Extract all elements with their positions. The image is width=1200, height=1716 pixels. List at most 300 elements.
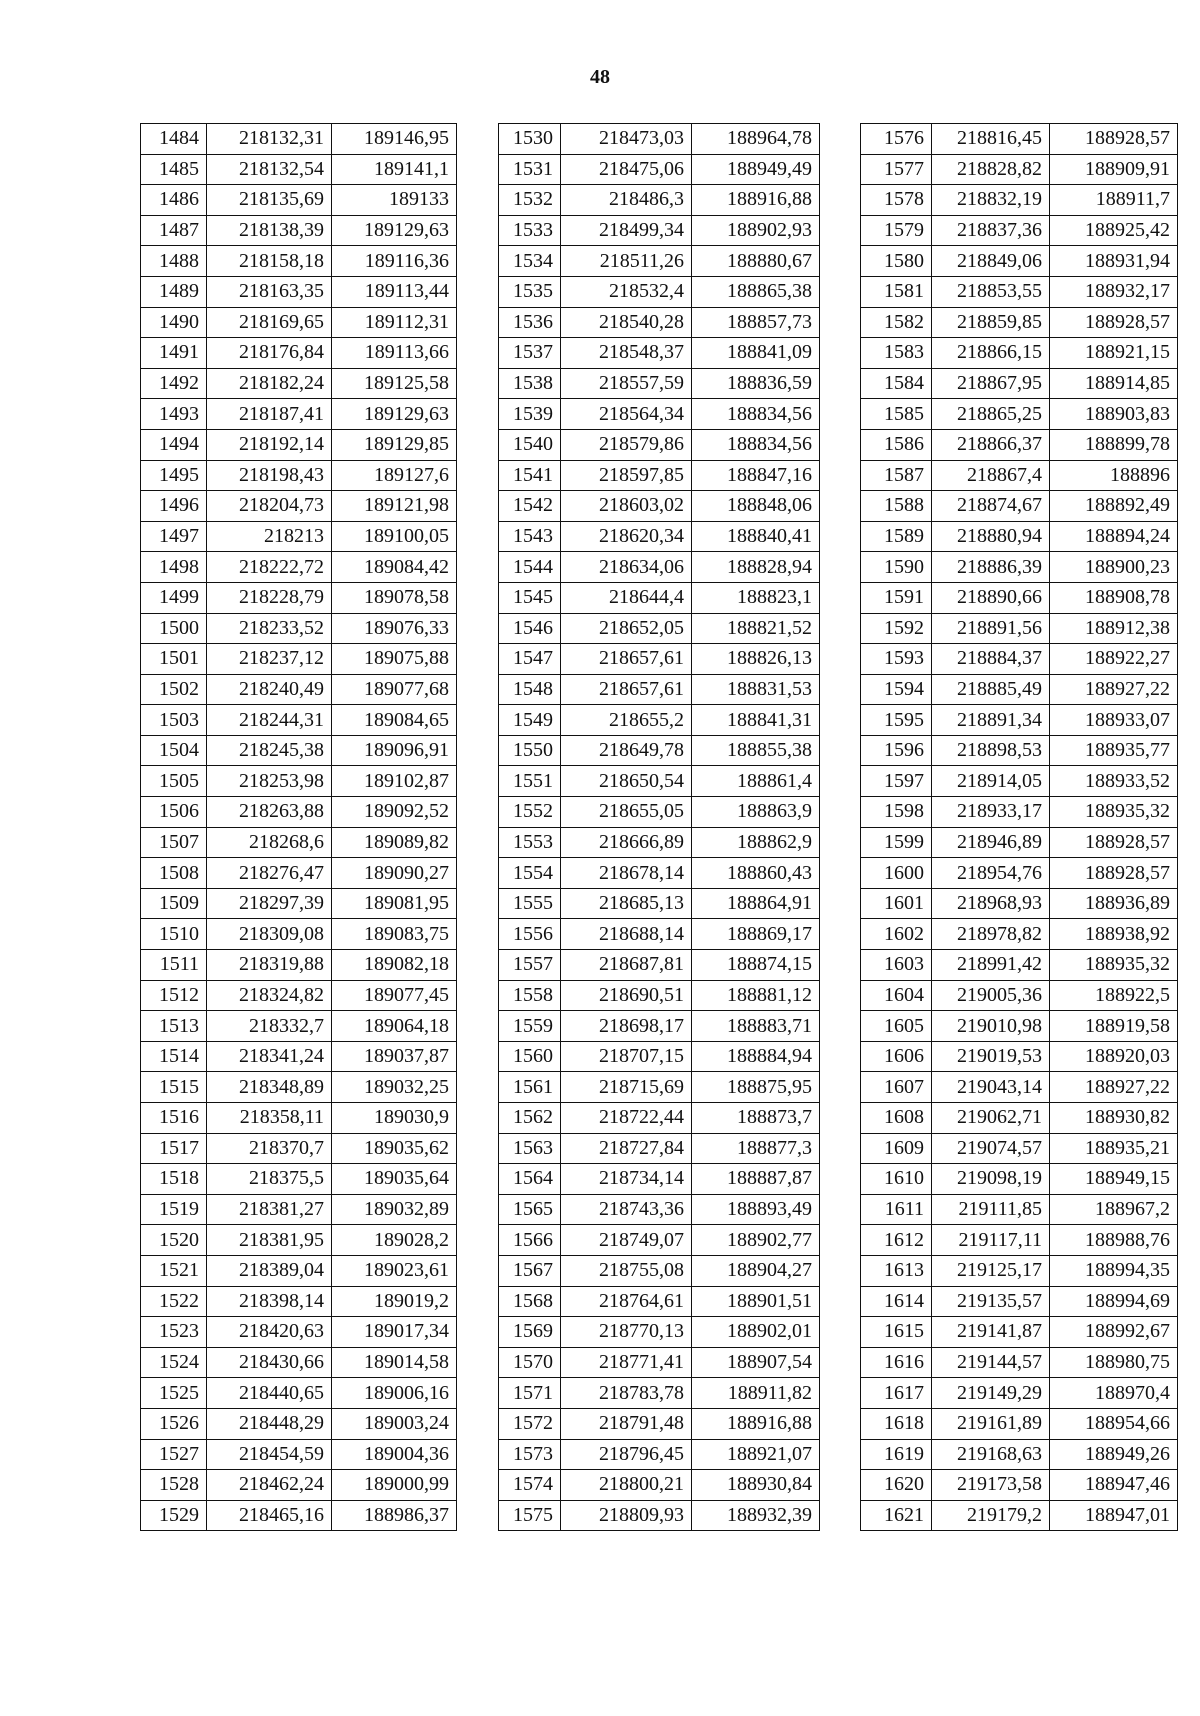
- y-coordinate-cell: 189102,87: [332, 766, 457, 797]
- point-number-cell: 1540: [499, 429, 561, 460]
- x-coordinate-cell: 218655,05: [561, 797, 692, 828]
- x-coordinate-cell: 218358,11: [207, 1103, 332, 1134]
- table-row: [861, 674, 1178, 705]
- point-number-cell: 1587: [861, 460, 932, 491]
- table-row: [499, 1408, 820, 1439]
- point-number-cell: 1552: [499, 797, 561, 828]
- table-row: [861, 1378, 1178, 1409]
- x-coordinate-cell: 218579,86: [561, 429, 692, 460]
- table-row: [499, 1011, 820, 1042]
- table-row: [499, 1317, 820, 1348]
- x-coordinate-cell: 218832,19: [932, 185, 1050, 216]
- table-row: [499, 1470, 820, 1501]
- x-coordinate-cell: 218866,15: [932, 338, 1050, 369]
- table-row: [141, 154, 457, 185]
- y-coordinate-cell: 188875,95: [692, 1072, 820, 1103]
- y-coordinate-cell: 188964,78: [692, 124, 820, 155]
- x-coordinate-cell: 218448,29: [207, 1408, 332, 1439]
- table-row: [499, 338, 820, 369]
- y-coordinate-cell: 188894,24: [1050, 521, 1178, 552]
- table-row: [141, 368, 457, 399]
- table-row: [499, 644, 820, 675]
- point-number-cell: 1562: [499, 1103, 561, 1134]
- table-row: [141, 1255, 457, 1286]
- y-coordinate-cell: 188932,39: [692, 1500, 820, 1531]
- x-coordinate-cell: 218749,07: [561, 1225, 692, 1256]
- x-coordinate-cell: 218341,24: [207, 1041, 332, 1072]
- x-coordinate-cell: 218603,02: [561, 491, 692, 522]
- x-coordinate-cell: 218707,15: [561, 1041, 692, 1072]
- x-coordinate-cell: 218885,49: [932, 674, 1050, 705]
- y-coordinate-cell: 188949,15: [1050, 1164, 1178, 1195]
- x-coordinate-cell: 218678,14: [561, 858, 692, 889]
- point-number-cell: 1604: [861, 980, 932, 1011]
- table-row: [861, 1500, 1178, 1531]
- table-row: [499, 888, 820, 919]
- point-number-cell: 1558: [499, 980, 561, 1011]
- y-coordinate-cell: 189129,63: [332, 399, 457, 430]
- y-coordinate-cell: 188836,59: [692, 368, 820, 399]
- y-coordinate-cell: 189023,61: [332, 1255, 457, 1286]
- x-coordinate-cell: 218465,16: [207, 1500, 332, 1531]
- point-number-cell: 1519: [141, 1194, 207, 1225]
- table-row: [499, 1378, 820, 1409]
- x-coordinate-cell: 218440,65: [207, 1378, 332, 1409]
- table-row: [141, 338, 457, 369]
- coordinate-table-1: [140, 123, 457, 1531]
- table-row: [861, 1347, 1178, 1378]
- table-row: [499, 827, 820, 858]
- point-number-cell: 1601: [861, 888, 932, 919]
- table-row: [861, 582, 1178, 613]
- x-coordinate-cell: 218698,17: [561, 1011, 692, 1042]
- point-number-cell: 1504: [141, 735, 207, 766]
- table-row: [861, 705, 1178, 736]
- x-coordinate-cell: 219005,36: [932, 980, 1050, 1011]
- table-row: [141, 460, 457, 491]
- point-number-cell: 1609: [861, 1133, 932, 1164]
- point-number-cell: 1520: [141, 1225, 207, 1256]
- table-row: [141, 705, 457, 736]
- point-number-cell: 1510: [141, 919, 207, 950]
- y-coordinate-cell: 189076,33: [332, 613, 457, 644]
- point-number-cell: 1595: [861, 705, 932, 736]
- y-coordinate-cell: 188883,71: [692, 1011, 820, 1042]
- table-row: [141, 888, 457, 919]
- y-coordinate-cell: 188949,26: [1050, 1439, 1178, 1470]
- x-coordinate-cell: 219010,98: [932, 1011, 1050, 1042]
- y-coordinate-cell: 188831,53: [692, 674, 820, 705]
- point-number-cell: 1555: [499, 888, 561, 919]
- point-number-cell: 1568: [499, 1286, 561, 1317]
- point-number-cell: 1592: [861, 613, 932, 644]
- point-number-cell: 1582: [861, 307, 932, 338]
- y-coordinate-cell: 188931,94: [1050, 246, 1178, 277]
- x-coordinate-cell: 218511,26: [561, 246, 692, 277]
- y-coordinate-cell: 188928,57: [1050, 827, 1178, 858]
- point-number-cell: 1485: [141, 154, 207, 185]
- y-coordinate-cell: 188922,5: [1050, 980, 1178, 1011]
- y-coordinate-cell: 188823,1: [692, 582, 820, 613]
- point-number-cell: 1581: [861, 276, 932, 307]
- point-number-cell: 1541: [499, 460, 561, 491]
- y-coordinate-cell: 188899,78: [1050, 429, 1178, 460]
- y-coordinate-cell: 189064,18: [332, 1011, 457, 1042]
- x-coordinate-cell: 218132,31: [207, 124, 332, 155]
- point-number-cell: 1497: [141, 521, 207, 552]
- y-coordinate-cell: 189082,18: [332, 950, 457, 981]
- point-number-cell: 1517: [141, 1133, 207, 1164]
- x-coordinate-cell: 219161,89: [932, 1408, 1050, 1439]
- point-number-cell: 1617: [861, 1378, 932, 1409]
- point-number-cell: 1584: [861, 368, 932, 399]
- table-row: [861, 735, 1178, 766]
- y-coordinate-cell: 188947,01: [1050, 1500, 1178, 1531]
- x-coordinate-cell: 218715,69: [561, 1072, 692, 1103]
- point-number-cell: 1527: [141, 1439, 207, 1470]
- y-coordinate-cell: 188887,87: [692, 1164, 820, 1195]
- point-number-cell: 1518: [141, 1164, 207, 1195]
- x-coordinate-cell: 218198,43: [207, 460, 332, 491]
- table-row: [861, 1011, 1178, 1042]
- x-coordinate-cell: 218865,25: [932, 399, 1050, 430]
- table-row: [499, 521, 820, 552]
- point-number-cell: 1515: [141, 1072, 207, 1103]
- x-coordinate-cell: 219062,71: [932, 1103, 1050, 1134]
- y-coordinate-cell: 188916,88: [692, 1408, 820, 1439]
- x-coordinate-cell: 218657,61: [561, 674, 692, 705]
- table-row: [141, 1164, 457, 1195]
- table-row: [499, 858, 820, 889]
- table-row: [141, 521, 457, 552]
- point-number-cell: 1553: [499, 827, 561, 858]
- table-row: [141, 429, 457, 460]
- y-coordinate-cell: 188949,49: [692, 154, 820, 185]
- table-row: [861, 338, 1178, 369]
- point-number-cell: 1590: [861, 552, 932, 583]
- x-coordinate-cell: 218783,78: [561, 1378, 692, 1409]
- point-number-cell: 1511: [141, 950, 207, 981]
- point-number-cell: 1544: [499, 552, 561, 583]
- table-row: [141, 276, 457, 307]
- table-row: [861, 368, 1178, 399]
- y-coordinate-cell: 189113,44: [332, 276, 457, 307]
- table-row: [141, 1439, 457, 1470]
- table-row: [141, 1041, 457, 1072]
- table-row: [499, 1041, 820, 1072]
- y-coordinate-cell: 188928,57: [1050, 858, 1178, 889]
- x-coordinate-cell: 218454,59: [207, 1439, 332, 1470]
- table-row: [861, 1041, 1178, 1072]
- table-row: [141, 399, 457, 430]
- point-number-cell: 1599: [861, 827, 932, 858]
- point-number-cell: 1578: [861, 185, 932, 216]
- point-number-cell: 1508: [141, 858, 207, 889]
- y-coordinate-cell: 189092,52: [332, 797, 457, 828]
- table-row: [499, 674, 820, 705]
- x-coordinate-cell: 218176,84: [207, 338, 332, 369]
- y-coordinate-cell: 189077,45: [332, 980, 457, 1011]
- point-number-cell: 1593: [861, 644, 932, 675]
- x-coordinate-cell: 218898,53: [932, 735, 1050, 766]
- table-row: [861, 307, 1178, 338]
- table-row: [499, 1439, 820, 1470]
- point-number-cell: 1607: [861, 1072, 932, 1103]
- x-coordinate-cell: 218978,82: [932, 919, 1050, 950]
- x-coordinate-cell: 218381,95: [207, 1225, 332, 1256]
- x-coordinate-cell: 218755,08: [561, 1255, 692, 1286]
- y-coordinate-cell: 189125,58: [332, 368, 457, 399]
- x-coordinate-cell: 218649,78: [561, 735, 692, 766]
- point-number-cell: 1502: [141, 674, 207, 705]
- x-coordinate-cell: 218859,85: [932, 307, 1050, 338]
- y-coordinate-cell: 188921,07: [692, 1439, 820, 1470]
- x-coordinate-cell: 218332,7: [207, 1011, 332, 1042]
- table-row: [141, 246, 457, 277]
- point-number-cell: 1543: [499, 521, 561, 552]
- x-coordinate-cell: 218564,34: [561, 399, 692, 430]
- point-number-cell: 1606: [861, 1041, 932, 1072]
- y-coordinate-cell: 188928,57: [1050, 307, 1178, 338]
- point-number-cell: 1499: [141, 582, 207, 613]
- table-row: [141, 858, 457, 889]
- y-coordinate-cell: 188862,9: [692, 827, 820, 858]
- y-coordinate-cell: 188840,41: [692, 521, 820, 552]
- y-coordinate-cell: 189078,58: [332, 582, 457, 613]
- x-coordinate-cell: 218690,51: [561, 980, 692, 1011]
- point-number-cell: 1615: [861, 1317, 932, 1348]
- table-row: [861, 185, 1178, 216]
- table-row: [861, 858, 1178, 889]
- table-row: [861, 246, 1178, 277]
- table-row: [861, 1103, 1178, 1134]
- x-coordinate-cell: 218655,2: [561, 705, 692, 736]
- x-coordinate-cell: 219074,57: [932, 1133, 1050, 1164]
- point-number-cell: 1554: [499, 858, 561, 889]
- table-row: [861, 644, 1178, 675]
- point-number-cell: 1505: [141, 766, 207, 797]
- table-row: [141, 307, 457, 338]
- x-coordinate-cell: 218796,45: [561, 1439, 692, 1470]
- x-coordinate-cell: 218597,85: [561, 460, 692, 491]
- y-coordinate-cell: 188935,32: [1050, 950, 1178, 981]
- x-coordinate-cell: 218809,93: [561, 1500, 692, 1531]
- table-row: [141, 1225, 457, 1256]
- x-coordinate-cell: 218743,36: [561, 1194, 692, 1225]
- x-coordinate-cell: 218891,34: [932, 705, 1050, 736]
- point-number-cell: 1503: [141, 705, 207, 736]
- table-row: [499, 1255, 820, 1286]
- x-coordinate-cell: 218849,06: [932, 246, 1050, 277]
- point-number-cell: 1580: [861, 246, 932, 277]
- table-row: [141, 491, 457, 522]
- x-coordinate-cell: 218268,6: [207, 827, 332, 858]
- point-number-cell: 1585: [861, 399, 932, 430]
- y-coordinate-cell: 189112,31: [332, 307, 457, 338]
- y-coordinate-cell: 189004,36: [332, 1439, 457, 1470]
- y-coordinate-cell: 188928,57: [1050, 124, 1178, 155]
- point-number-cell: 1548: [499, 674, 561, 705]
- y-coordinate-cell: 189000,99: [332, 1470, 457, 1501]
- x-coordinate-cell: 218734,14: [561, 1164, 692, 1195]
- y-coordinate-cell: 188912,38: [1050, 613, 1178, 644]
- y-coordinate-cell: 188828,94: [692, 552, 820, 583]
- point-number-cell: 1507: [141, 827, 207, 858]
- x-coordinate-cell: 218276,47: [207, 858, 332, 889]
- point-number-cell: 1588: [861, 491, 932, 522]
- point-number-cell: 1614: [861, 1286, 932, 1317]
- y-coordinate-cell: 189133: [332, 185, 457, 216]
- table-row: [141, 215, 457, 246]
- table-row: [861, 491, 1178, 522]
- y-coordinate-cell: 189032,89: [332, 1194, 457, 1225]
- y-coordinate-cell: 189129,63: [332, 215, 457, 246]
- table-row: [499, 950, 820, 981]
- x-coordinate-cell: 218853,55: [932, 276, 1050, 307]
- y-coordinate-cell: 188864,91: [692, 888, 820, 919]
- y-coordinate-cell: 189003,24: [332, 1408, 457, 1439]
- x-coordinate-cell: 218764,61: [561, 1286, 692, 1317]
- table-row: [141, 644, 457, 675]
- point-number-cell: 1550: [499, 735, 561, 766]
- table-row: [861, 1317, 1178, 1348]
- table-row: [141, 1011, 457, 1042]
- y-coordinate-cell: 188855,38: [692, 735, 820, 766]
- point-number-cell: 1577: [861, 154, 932, 185]
- table-row: [499, 246, 820, 277]
- x-coordinate-cell: 219117,11: [932, 1225, 1050, 1256]
- x-coordinate-cell: 218771,41: [561, 1347, 692, 1378]
- x-coordinate-cell: 218880,94: [932, 521, 1050, 552]
- x-coordinate-cell: 218557,59: [561, 368, 692, 399]
- point-number-cell: 1573: [499, 1439, 561, 1470]
- table-row: [141, 1470, 457, 1501]
- table-row: [141, 1317, 457, 1348]
- table-row: [861, 950, 1178, 981]
- x-coordinate-cell: 218158,18: [207, 246, 332, 277]
- x-coordinate-cell: 218685,13: [561, 888, 692, 919]
- point-number-cell: 1551: [499, 766, 561, 797]
- y-coordinate-cell: 188902,01: [692, 1317, 820, 1348]
- table-row: [141, 185, 457, 216]
- point-number-cell: 1536: [499, 307, 561, 338]
- table-row: [141, 552, 457, 583]
- point-number-cell: 1546: [499, 613, 561, 644]
- point-number-cell: 1571: [499, 1378, 561, 1409]
- y-coordinate-cell: 188873,7: [692, 1103, 820, 1134]
- y-coordinate-cell: 188834,56: [692, 429, 820, 460]
- point-number-cell: 1574: [499, 1470, 561, 1501]
- table-row: [141, 1133, 457, 1164]
- point-number-cell: 1596: [861, 735, 932, 766]
- y-coordinate-cell: 188933,07: [1050, 705, 1178, 736]
- point-number-cell: 1603: [861, 950, 932, 981]
- y-coordinate-cell: 189089,82: [332, 827, 457, 858]
- table-row: [499, 491, 820, 522]
- y-coordinate-cell: 188916,88: [692, 185, 820, 216]
- table-row: [141, 950, 457, 981]
- x-coordinate-cell: 218688,14: [561, 919, 692, 950]
- point-number-cell: 1522: [141, 1286, 207, 1317]
- table-row: [861, 613, 1178, 644]
- y-coordinate-cell: 188821,52: [692, 613, 820, 644]
- point-number-cell: 1618: [861, 1408, 932, 1439]
- table-row: [499, 185, 820, 216]
- y-coordinate-cell: 188880,67: [692, 246, 820, 277]
- point-number-cell: 1583: [861, 338, 932, 369]
- y-coordinate-cell: 189077,68: [332, 674, 457, 705]
- table-row: [141, 1500, 457, 1531]
- y-coordinate-cell: 188947,46: [1050, 1470, 1178, 1501]
- y-coordinate-cell: 189084,42: [332, 552, 457, 583]
- x-coordinate-cell: 218657,61: [561, 644, 692, 675]
- y-coordinate-cell: 188954,66: [1050, 1408, 1178, 1439]
- point-number-cell: 1620: [861, 1470, 932, 1501]
- y-coordinate-cell: 188908,78: [1050, 582, 1178, 613]
- table-row: [499, 276, 820, 307]
- table-row: [861, 460, 1178, 491]
- x-coordinate-cell: 218884,37: [932, 644, 1050, 675]
- point-number-cell: 1594: [861, 674, 932, 705]
- y-coordinate-cell: 188914,85: [1050, 368, 1178, 399]
- point-number-cell: 1538: [499, 368, 561, 399]
- point-number-cell: 1486: [141, 185, 207, 216]
- y-coordinate-cell: 189035,64: [332, 1164, 457, 1195]
- table-row: [499, 1072, 820, 1103]
- point-number-cell: 1612: [861, 1225, 932, 1256]
- point-number-cell: 1610: [861, 1164, 932, 1195]
- point-number-cell: 1611: [861, 1194, 932, 1225]
- table-row: [861, 399, 1178, 430]
- y-coordinate-cell: 188874,15: [692, 950, 820, 981]
- table-row: [499, 124, 820, 155]
- point-number-cell: 1495: [141, 460, 207, 491]
- x-coordinate-cell: 218348,89: [207, 1072, 332, 1103]
- y-coordinate-cell: 189129,85: [332, 429, 457, 460]
- point-number-cell: 1498: [141, 552, 207, 583]
- x-coordinate-cell: 218874,67: [932, 491, 1050, 522]
- table-row: [141, 1378, 457, 1409]
- x-coordinate-cell: 218169,65: [207, 307, 332, 338]
- x-coordinate-cell: 219179,2: [932, 1500, 1050, 1531]
- table-row: [141, 1103, 457, 1134]
- y-coordinate-cell: 188922,27: [1050, 644, 1178, 675]
- table-row: [499, 429, 820, 460]
- x-coordinate-cell: 218204,73: [207, 491, 332, 522]
- table-row: [499, 307, 820, 338]
- table-row: [861, 1439, 1178, 1470]
- point-number-cell: 1556: [499, 919, 561, 950]
- x-coordinate-cell: 218933,17: [932, 797, 1050, 828]
- table-row: [141, 735, 457, 766]
- y-coordinate-cell: 189146,95: [332, 124, 457, 155]
- point-number-cell: 1561: [499, 1072, 561, 1103]
- x-coordinate-cell: 218370,7: [207, 1133, 332, 1164]
- x-coordinate-cell: 218722,44: [561, 1103, 692, 1134]
- x-coordinate-cell: 218309,08: [207, 919, 332, 950]
- x-coordinate-cell: 218828,82: [932, 154, 1050, 185]
- x-coordinate-cell: 218462,24: [207, 1470, 332, 1501]
- point-number-cell: 1589: [861, 521, 932, 552]
- y-coordinate-cell: 188970,4: [1050, 1378, 1178, 1409]
- point-number-cell: 1565: [499, 1194, 561, 1225]
- point-number-cell: 1534: [499, 246, 561, 277]
- table-row: [499, 705, 820, 736]
- table-row: [499, 613, 820, 644]
- y-coordinate-cell: 188992,67: [1050, 1317, 1178, 1348]
- y-coordinate-cell: 188893,49: [692, 1194, 820, 1225]
- table-row: [861, 521, 1178, 552]
